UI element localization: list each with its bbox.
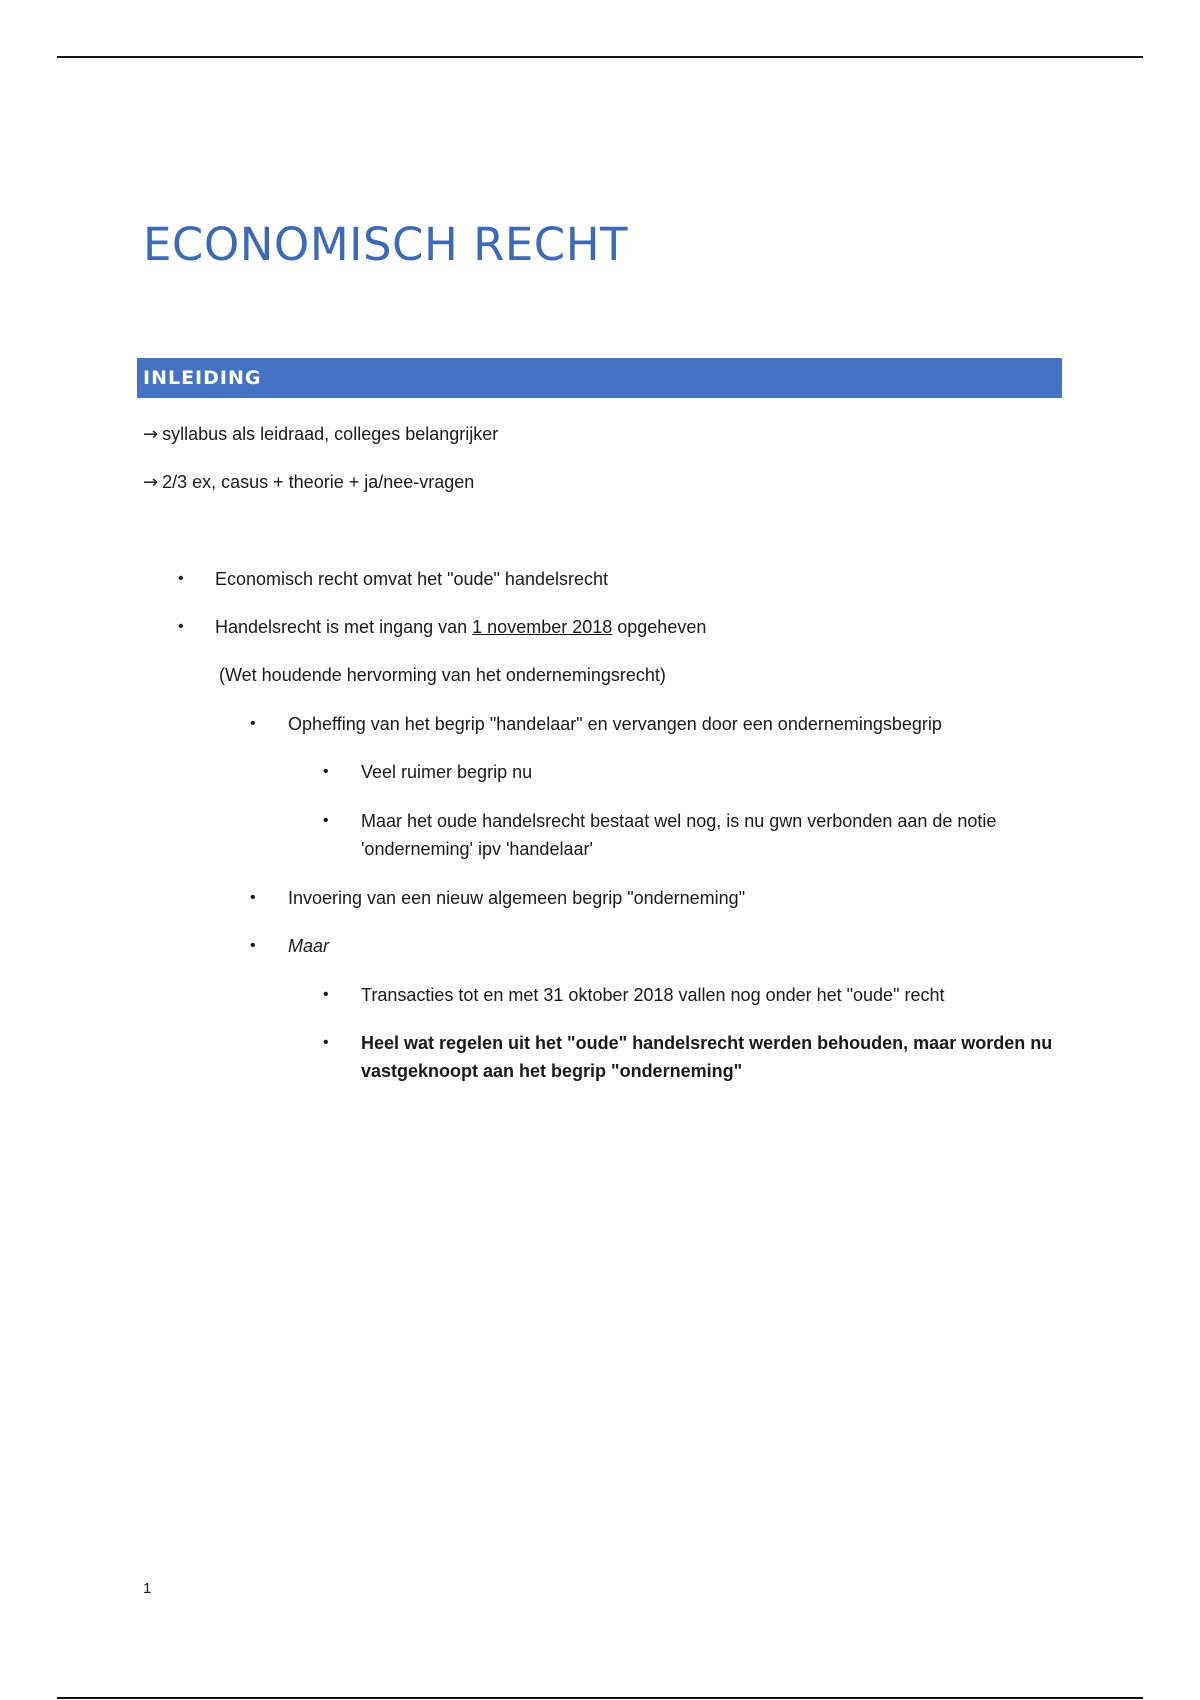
section-heading-inleiding: INLEIDING: [137, 358, 1062, 398]
list-item: Invoering van een nieuw algemeen begrip "onderneming": [288, 888, 746, 908]
list-item: Economisch recht omvat het "oude" handelsrecht: [215, 569, 608, 589]
document-title: ECONOMISCH RECHT: [143, 218, 629, 271]
right-arrow-icon: →: [143, 424, 159, 445]
bullet-icon: •: [250, 715, 256, 732]
arrow-line-text: 2/3 ex, casus + theorie + ja/nee-vragen: [162, 472, 475, 492]
list-item: Opheffing van het begrip "handelaar" en vervangen door een ondernemingsbegrip: [288, 714, 942, 734]
right-arrow-icon: →: [143, 472, 159, 493]
list-item: Maar het oude handelsrecht bestaat wel nog, is nu gwn verbonden aan de notie: [361, 811, 997, 831]
page-number: 1: [143, 1580, 152, 1597]
list-item-text: opgeheven: [612, 617, 707, 637]
list-item-continuation: vastgeknoopt aan het begrip "onderneming": [361, 1061, 743, 1081]
bullet-icon: •: [178, 618, 184, 635]
bullet-icon: •: [250, 889, 256, 906]
list-item-continuation: 'onderneming' ipv 'handelaar': [361, 839, 593, 859]
bullet-icon: •: [178, 570, 184, 587]
footer-rule: [57, 1697, 1143, 1699]
underlined-date: 1 november 2018: [472, 617, 613, 637]
list-item: [215, 613, 706, 641]
arrow-line-text: syllabus als leidraad, colleges belangrijker: [162, 424, 499, 444]
arrow-line: [143, 468, 474, 497]
bullet-icon: •: [323, 986, 329, 1003]
list-item: Transacties tot en met 31 oktober 2018 vallen nog onder het "oude" recht: [361, 985, 945, 1005]
note-text: (Wet houdende hervorming van het ondernemingsrecht): [219, 665, 666, 685]
list-item: Heel wat regelen uit het "oude" handelsrecht werden behouden, maar worden nu: [361, 1033, 1053, 1053]
bullet-icon: •: [323, 1034, 329, 1051]
list-item: Veel ruimer begrip nu: [361, 762, 533, 782]
list-item-text: Handelsrecht is met ingang van: [215, 617, 473, 637]
arrow-line: [143, 420, 498, 449]
bullet-icon: •: [323, 763, 329, 780]
list-item: Maar: [288, 936, 330, 956]
bullet-icon: •: [323, 812, 329, 829]
bullet-icon: •: [250, 937, 256, 954]
header-rule: [57, 56, 1143, 58]
